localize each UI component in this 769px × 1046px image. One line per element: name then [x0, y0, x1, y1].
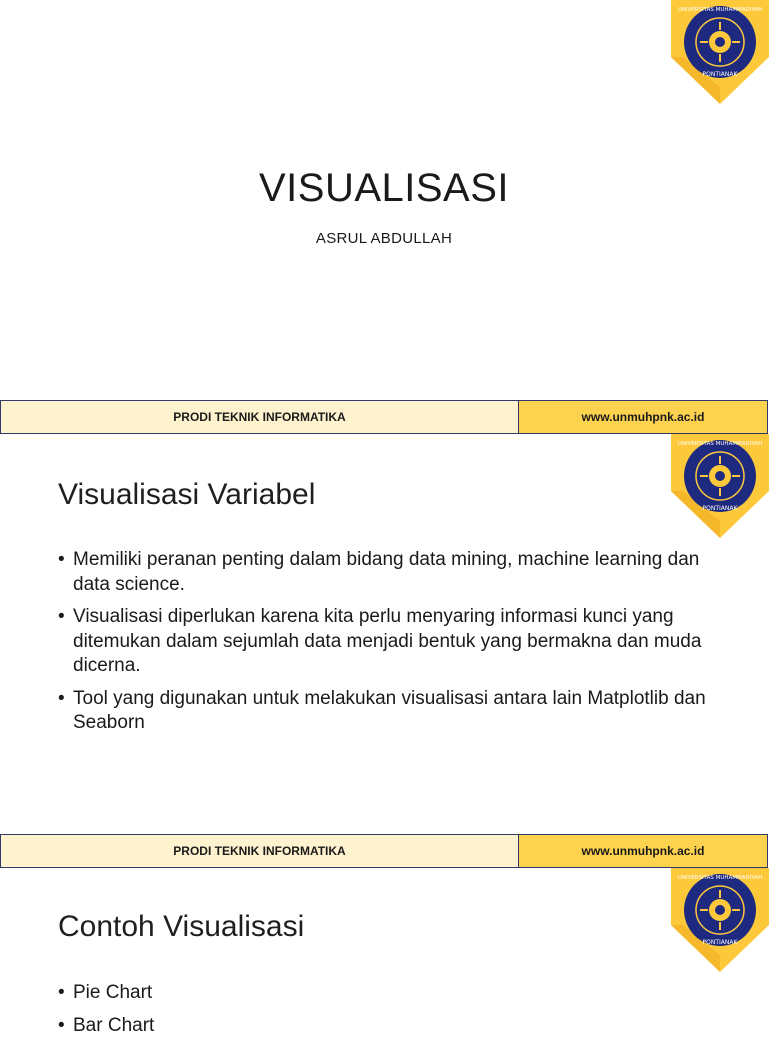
svg-text:UNIVERSITAS MUHAMMADIYAH: UNIVERSITAS MUHAMMADIYAH [677, 441, 763, 447]
slide-contoh-visualisasi [0, 868, 768, 1036]
slide-visualisasi-variabel [0, 434, 768, 834]
list-item: • Tool yang digunakan untuk melakukan visualisasi antara lain Matplotlib dan Seaborn [58, 687, 728, 736]
bullet-list [58, 548, 728, 744]
slide-subtitle-author: ASRUL ABDULLAH [315, 230, 453, 247]
slide-heading: Visualisasi Variabel [58, 478, 316, 511]
list-item: • Memiliki peranan penting dalam bidang data mining, machine learning dan data science. [58, 548, 728, 597]
university-logo [671, 434, 769, 539]
slide-footer [0, 834, 768, 868]
university-logo [671, 868, 769, 973]
slide-title [0, 0, 768, 400]
slide-footer [0, 400, 768, 434]
slide-title-text: VISUALISASI [258, 166, 510, 210]
footer-program: PRODI TEKNIK INFORMATIKA [1, 835, 519, 867]
university-seal-icon [671, 434, 769, 539]
footer-program: PRODI TEKNIK INFORMATIKA [1, 401, 519, 433]
svg-text:UNIVERSITAS MUHAMMADIYAH: UNIVERSITAS MUHAMMADIYAH [677, 7, 763, 13]
bullet-list [58, 981, 728, 1046]
svg-text:PONTIANAK: PONTIANAK [702, 939, 738, 946]
footer-website-link[interactable]: www.unmuhpnk.ac.id [519, 401, 767, 433]
list-item: • Visualisasi diperlukan karena kita perlu menyaring informasi kunci yang ditemukan dalam sejumlah data menjadi bentuk yang bermakna dan muda dicerna. [58, 605, 728, 679]
university-logo [671, 0, 769, 105]
svg-text:UNIVERSITAS MUHAMMADIYAH: UNIVERSITAS MUHAMMADIYAH [677, 875, 763, 881]
svg-text:PONTIANAK: PONTIANAK [702, 71, 738, 78]
university-seal-icon [671, 868, 769, 973]
list-item: • Pie Chart [58, 981, 728, 1006]
list-item: • Bar Chart [58, 1014, 728, 1039]
university-seal-icon [671, 0, 769, 105]
svg-text:PONTIANAK: PONTIANAK [702, 505, 738, 512]
slide-heading: Contoh Visualisasi [58, 910, 305, 943]
footer-website-link[interactable]: www.unmuhpnk.ac.id [519, 835, 767, 867]
